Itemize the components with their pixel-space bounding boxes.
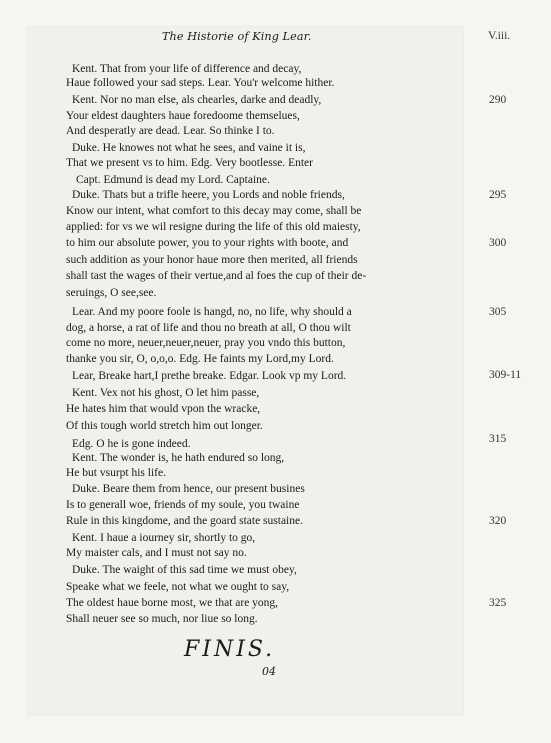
text-line: Duke. Beare them from hence, our present busines (72, 483, 305, 495)
text-line: Of this tough world stretch him out longer. (66, 420, 263, 432)
text-line: Lear. And my poore foole is hangd, no, no life, why should a (72, 306, 352, 318)
scene-reference: V.iii. (488, 30, 511, 42)
text-line: Rule in this kingdome, and the goard state sustaine. (66, 515, 303, 527)
text-line: Speake what we feele, not what we ought to say, (66, 581, 290, 593)
catchword: 04 (262, 665, 276, 678)
text-line: come no more, neuer,neuer,neuer, pray you vndo this button, (66, 337, 346, 349)
text-line: Your eldest daughters haue foredoome themselues, (66, 110, 300, 122)
text-line: Kent. The wonder is, he hath endured so long, (72, 452, 285, 464)
text-line: Duke. The waight of this sad time we must obey, (72, 564, 297, 576)
text-line: Kent. I haue a iourney sir, shortly to go, (72, 532, 256, 544)
text-line: Edg. O he is gone indeed. (72, 438, 191, 450)
text-line: applied: for vs we wil resigne during the life of this old maiesty, (66, 221, 361, 233)
text-line: dog, a horse, a rat of life and thou no breath at all, O thou wilt (66, 322, 351, 334)
text-line: Shall neuer see so much, nor liue so long. (66, 613, 258, 625)
text-line: Haue followed your sad steps. Lear. You'r welcome hither. (66, 77, 335, 89)
text-line: My maister cals, and I must not say no. (66, 547, 247, 559)
text-line: seruings, O see,see. (66, 287, 157, 299)
text-line: He hates him that would vpon the wracke, (66, 403, 261, 415)
line-number: 315 (489, 433, 507, 445)
text-line: Capt. Edmund is dead my Lord. Captaine. (76, 174, 270, 186)
text-line: to him our absolute power, you to your rights with boote, and (66, 237, 349, 249)
line-number: 295 (489, 189, 507, 201)
text-line: And desperatly are dead. Lear. So thinke I to. (66, 125, 275, 137)
text-line: such addition as your honor haue more then merited, all friends (66, 254, 358, 266)
text-line: Is to generall woe, friends of my soule, you twaine (66, 499, 300, 511)
running-header (0, 30, 511, 52)
text-line: Duke. He knowes not what he sees, and vaine it is, (72, 142, 306, 154)
line-number: 325 (489, 597, 507, 609)
text-line: Kent. Vex not his ghost, O let him passe, (72, 387, 260, 399)
text-line: Know our intent, what comfort to this decay may come, shall be (66, 205, 362, 217)
text-line: shall tast the wages of their vertue,and al foes the cup of their de- (66, 270, 367, 282)
line-number: 309-11 (489, 369, 522, 381)
line-number: 305 (489, 306, 507, 318)
text-line: thanke you sir, O, o,o,o. Edg. He faints my Lord,my Lord. (66, 353, 334, 365)
text-line: Kent. Nor no man else, als chearles, darke and deadly, (72, 94, 322, 106)
text-line: Lear, Breake hart,I prethe breake. Edgar. Look vp my Lord. (72, 370, 347, 382)
line-number: 300 (489, 237, 507, 249)
text-line: Kent. That from your life of difference and decay, (72, 63, 302, 75)
header-title: The Historie of King Lear. (162, 30, 312, 43)
line-number: 290 (489, 94, 507, 106)
text-line: Duke. Thats but a trifle heere, you Lords and noble friends, (72, 189, 345, 201)
text-line: He but vsurpt his life. (66, 467, 166, 479)
text-line: The oldest haue borne most, we that are yong, (66, 597, 279, 609)
line-number: 320 (489, 515, 507, 527)
text-line: That we present vs to him. Edg. Very bootlesse. Enter (66, 157, 313, 169)
finis-text: FINIS. (184, 637, 276, 662)
